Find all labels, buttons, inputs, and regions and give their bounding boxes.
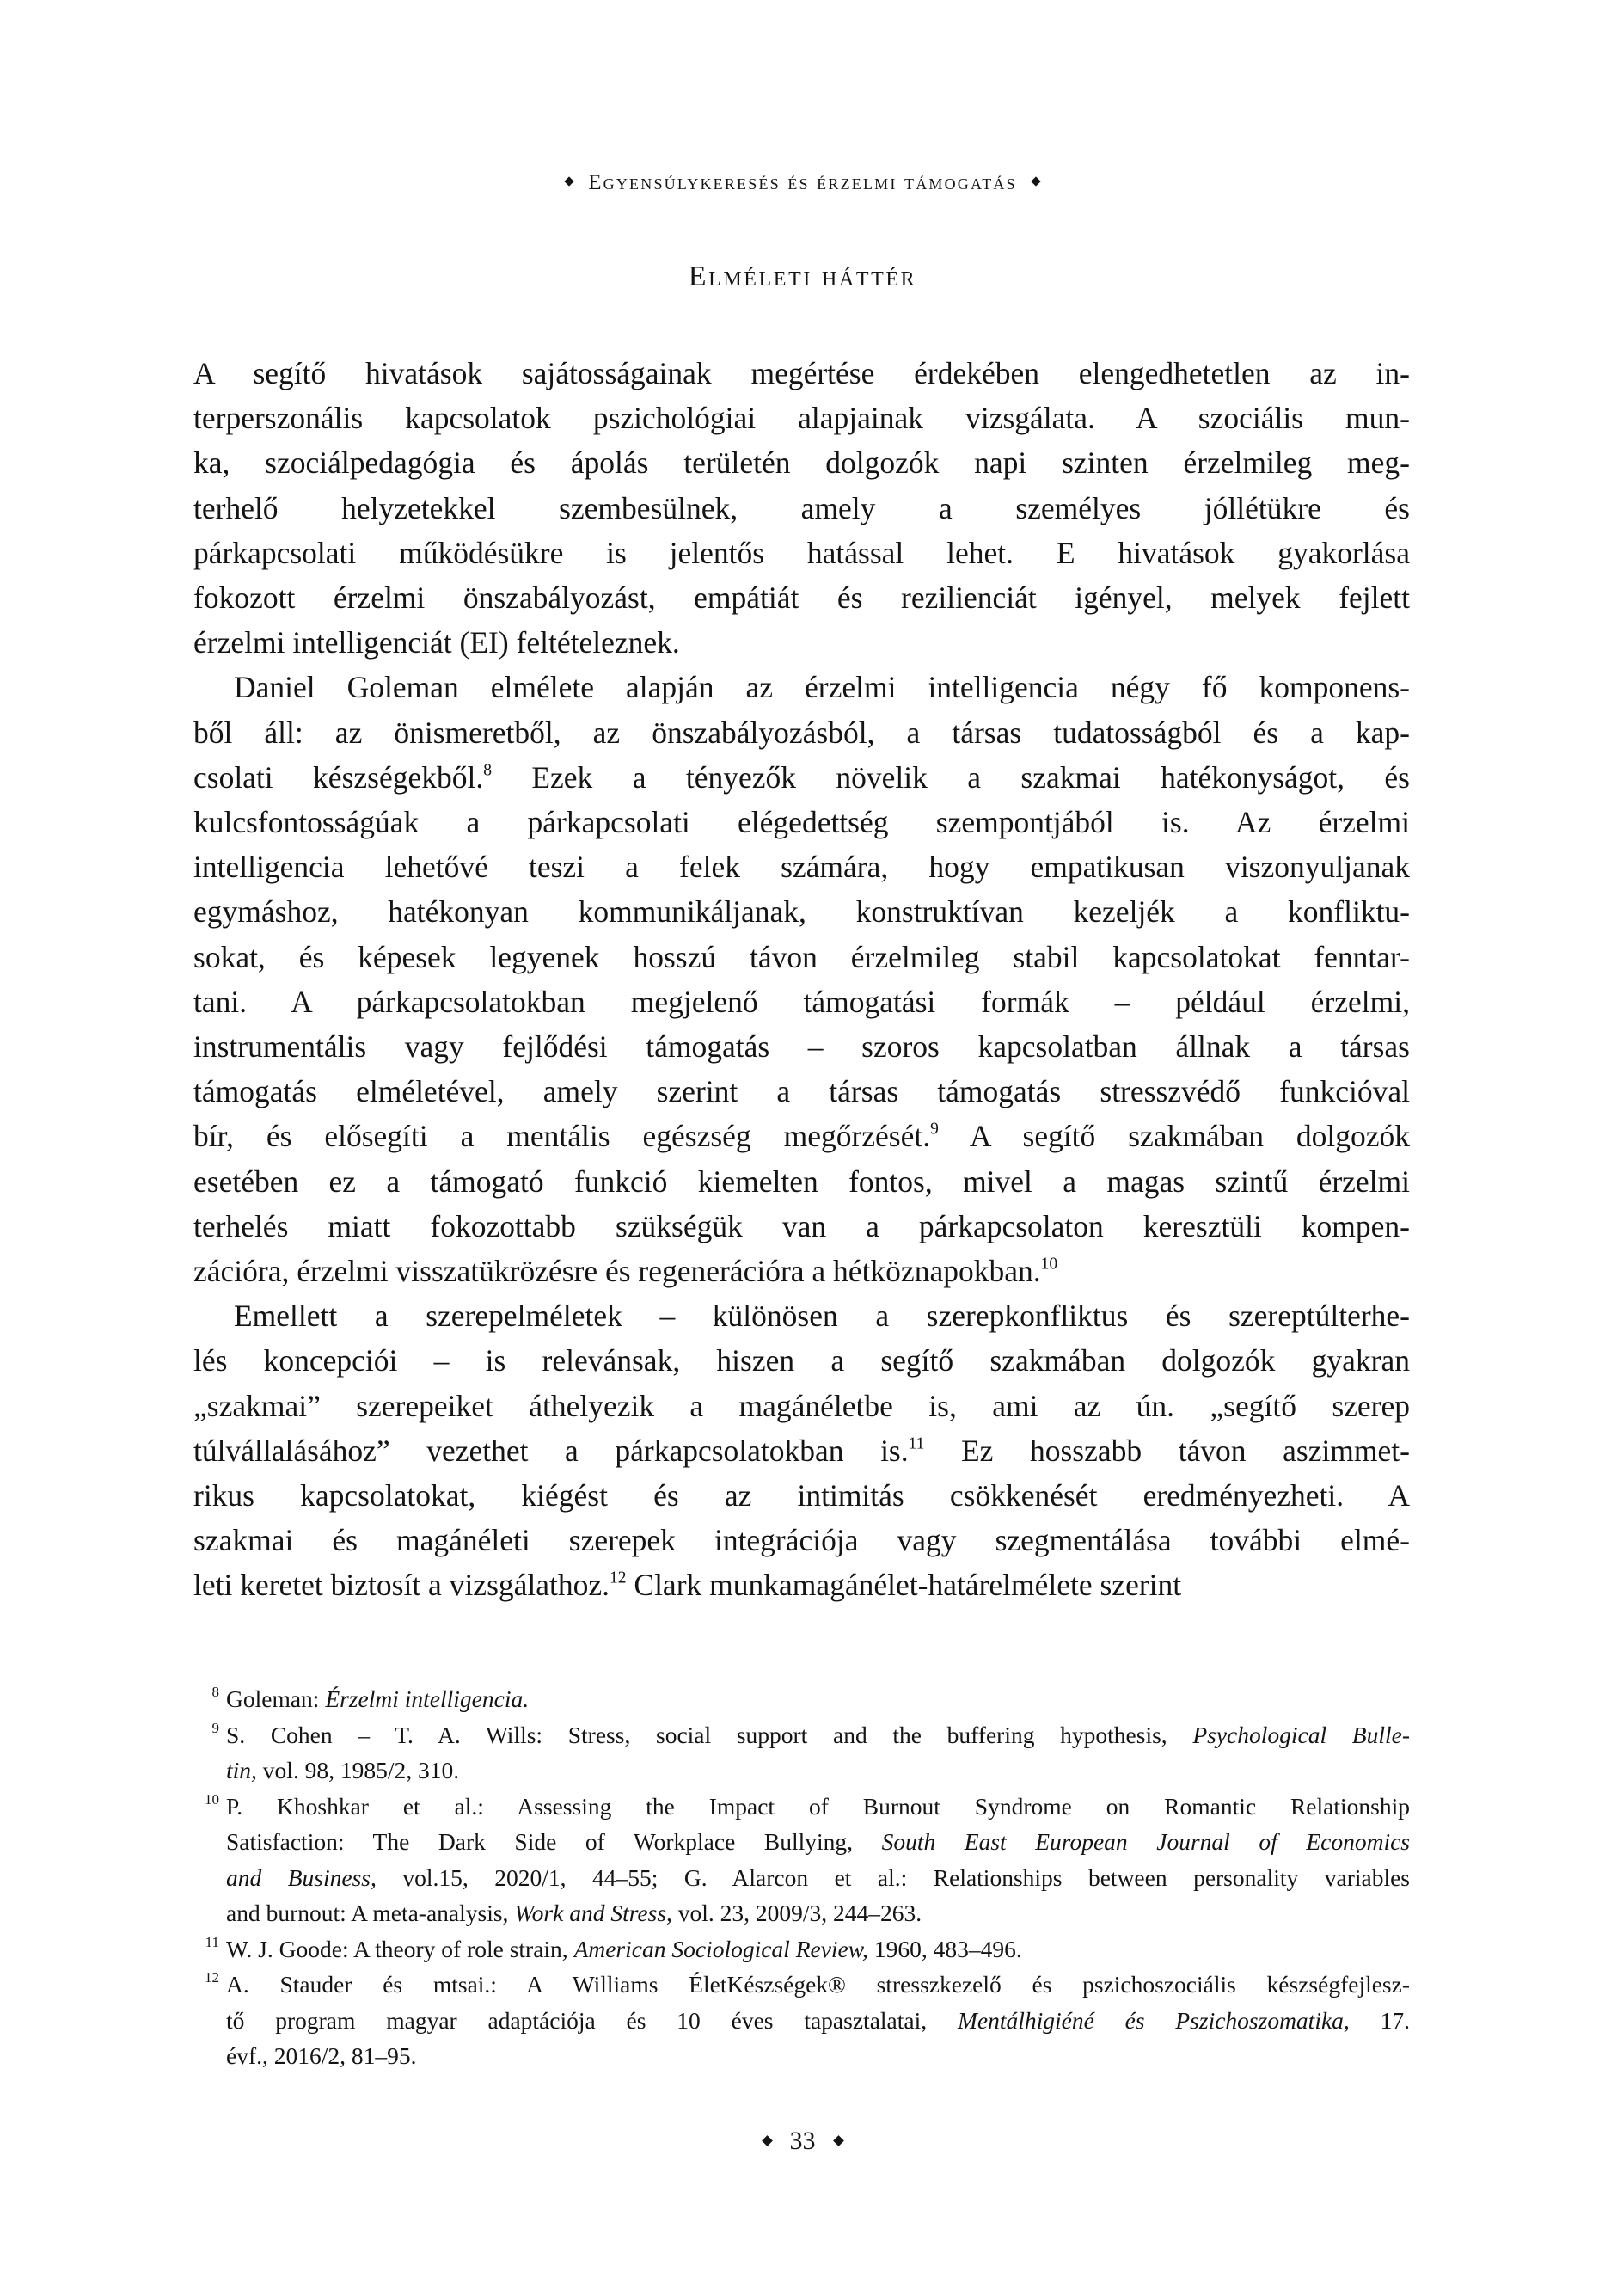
body-line: terhelő helyzetekkel szembesülnek, amely a személyes jóllétükre és: [193, 490, 1410, 525]
body-line: terhelés miatt fokozottabb szükségük van a párkapcsolaton keresztüli kompen-: [193, 1208, 1410, 1243]
footnote-number: 9: [211, 1719, 219, 1736]
diamond-ornament-icon: [565, 177, 574, 187]
footnote-number: 12: [205, 1969, 219, 1986]
footnote-line: Satisfaction: The Dark Side of Workplace Bullying, South East European Journal of Economics: [226, 1828, 1411, 1855]
footnote-line: tő program magyar adaptációja és 10 éves tapasztalatai, Mentálhigiéné és Pszichoszomatika, 17.: [226, 2006, 1411, 2034]
diamond-ornament-icon: [1031, 177, 1040, 187]
footnote-reference[interactable]: 8: [483, 761, 492, 780]
footnote-reference[interactable]: 11: [908, 1434, 925, 1453]
footnote-line: W. J. Goode: A theory of role strain, American Sociological Review, 1960, 483–496.: [226, 1935, 1022, 1962]
page-number: [0, 2126, 1605, 2157]
body-line: Emellett a szerepelméletek – különösen a szerepkonfliktus és szereptúlterhe-: [234, 1298, 1410, 1334]
running-head-text: Egyensúlykeresés és érzelmi támogatás: [588, 171, 1017, 194]
footnote-number: 8: [211, 1684, 219, 1700]
body-line: fokozott érzelmi önszabályozást, empátiát és rezilienciát igényel, melyek fejlett: [193, 580, 1410, 615]
body-line: Daniel Goleman elmélete alapján az érzelmi intelligencia négy fő komponens-: [234, 670, 1410, 705]
footnote-line: and Business, vol.15, 2020/1, 44–55; G. Alarcon et al.: Relationships between personality variables: [226, 1863, 1411, 1891]
body-line: esetében ez a támogató funkció kiemelten fontos, mivel a magas szintű érzelmi: [193, 1163, 1410, 1199]
body-line: csolati készségekből.$^8$ Ezek a tényezők növelik a szakmai hatékonyságot, és: [193, 759, 1410, 795]
body-line: terperszonális kapcsolatok pszichológiai alapjainak vizsgálata. A szociális mun-: [193, 401, 1410, 436]
body-line: bír, és elősegíti a mentális egészség megőrzését.$^9$ A segítő szakmában dolgozók: [193, 1119, 1411, 1154]
footnote-line: P. Khoshkar et al.: Assessing the Impact of Burnout Syndrome on Romantic Relationship: [226, 1792, 1410, 1820]
body-line: A segítő hivatások sajátosságainak megértése érdekében elengedhetetlen az in-: [193, 356, 1410, 390]
footnote-reference[interactable]: 10: [1040, 1255, 1058, 1274]
section-title: Elméleti háttér: [688, 261, 917, 292]
body-line: ka, szociálpedagógia és ápolás területén dolgozók napi szinten érzelmileg meg-: [193, 445, 1410, 481]
footnote-line: and burnout: A meta-analysis, Work and Stress, vol. 23, 2009/3, 244–263.: [226, 1900, 922, 1926]
footnote-line: tin, vol. 98, 1985/2, 310.: [226, 1757, 460, 1783]
footnote-number: 11: [205, 1933, 219, 1950]
footnote-reference[interactable]: 9: [930, 1120, 939, 1139]
body-line: egymáshoz, hatékonyan kommunikáljanak, konstruktívan kezeljék a konfliktu-: [193, 894, 1410, 930]
body-line: ből áll: az önismeretből, az önszabályozásból, a társas tudatosságból és a kap-: [193, 715, 1410, 750]
body-line: lés koncepciói – is relevánsak, hiszen a segítő szakmában dolgozók gyakran: [193, 1343, 1410, 1378]
body-line: tani. A párkapcsolatokban megjelenő támogatási formák – például érzelmi,: [193, 984, 1410, 1019]
diamond-ornament-icon: [833, 2135, 844, 2146]
body-line: szakmai és magánéleti szerepek integrációja vagy szegmentálása további elmé-: [193, 1523, 1410, 1558]
body-line: támogatás elméletével, amely szerint a társas támogatás stresszvédő funkcióval: [193, 1074, 1410, 1109]
footnote-line: Goleman: Érzelmi intelligencia.: [226, 1685, 530, 1712]
body-line: sokat, és képesek legyenek hosszú távon érzelmileg stabil kapcsolatokat fenntar-: [193, 939, 1410, 974]
body-line: „szakmai” szerepeiket áthelyezik a magánéletbe is, ami az ún. „segítő szerep: [193, 1388, 1410, 1423]
body-line: érzelmi intelligenciát (EI) feltételeznek.: [193, 625, 680, 660]
body-line: instrumentális vagy fejlődési támogatás – szoros kapcsolatban állnak a társas: [193, 1029, 1410, 1064]
body-line: párkapcsolati működésükre is jelentős hatással lehet. E hivatások gyakorlása: [193, 535, 1410, 570]
page-number-text: 33: [789, 2127, 816, 2155]
footnote-line: A. Stauder és mtsai.: A Williams ÉletKészségek® stresszkezelő és pszichoszociális készségfejlesz-: [226, 1971, 1410, 1998]
body-line: intelligencia lehetővé teszi a felek számára, hogy empatikusan viszonyuljanak: [193, 850, 1410, 885]
footnote-line: évf., 2016/2, 81–95.: [226, 2042, 417, 2069]
footnote-reference[interactable]: 12: [610, 1569, 627, 1587]
body-line: túlvállalásához” vezethet a párkapcsolatokban is.$^{11}$ Ez hosszabb távon aszimmet-: [193, 1433, 1410, 1468]
running-head: [0, 169, 1605, 198]
body-line: zációra, érzelmi visszatükrözésre és regenerációra a hétköznapokban.$^{10}$: [193, 1254, 1058, 1288]
footnote-line: S. Cohen – T. A. Wills: Stress, social support and the buffering hypothesis, Psychological Bulle-: [226, 1721, 1411, 1748]
footnote-number: 10: [205, 1790, 219, 1808]
diamond-ornament-icon: [762, 2135, 773, 2146]
body-line: leti keretet biztosít a vizsgálathoz.$^{12}$ Clark munkamagánélet-határelmélete szerint: [193, 1568, 1182, 1603]
body-line: kulcsfontosságúak a párkapcsolati elégedettség szempontjából is. Az érzelmi: [193, 805, 1410, 839]
body-line: rikus kapcsolatokat, kiégést és az intimitás csökkenését eredményezheti. A: [193, 1478, 1410, 1513]
